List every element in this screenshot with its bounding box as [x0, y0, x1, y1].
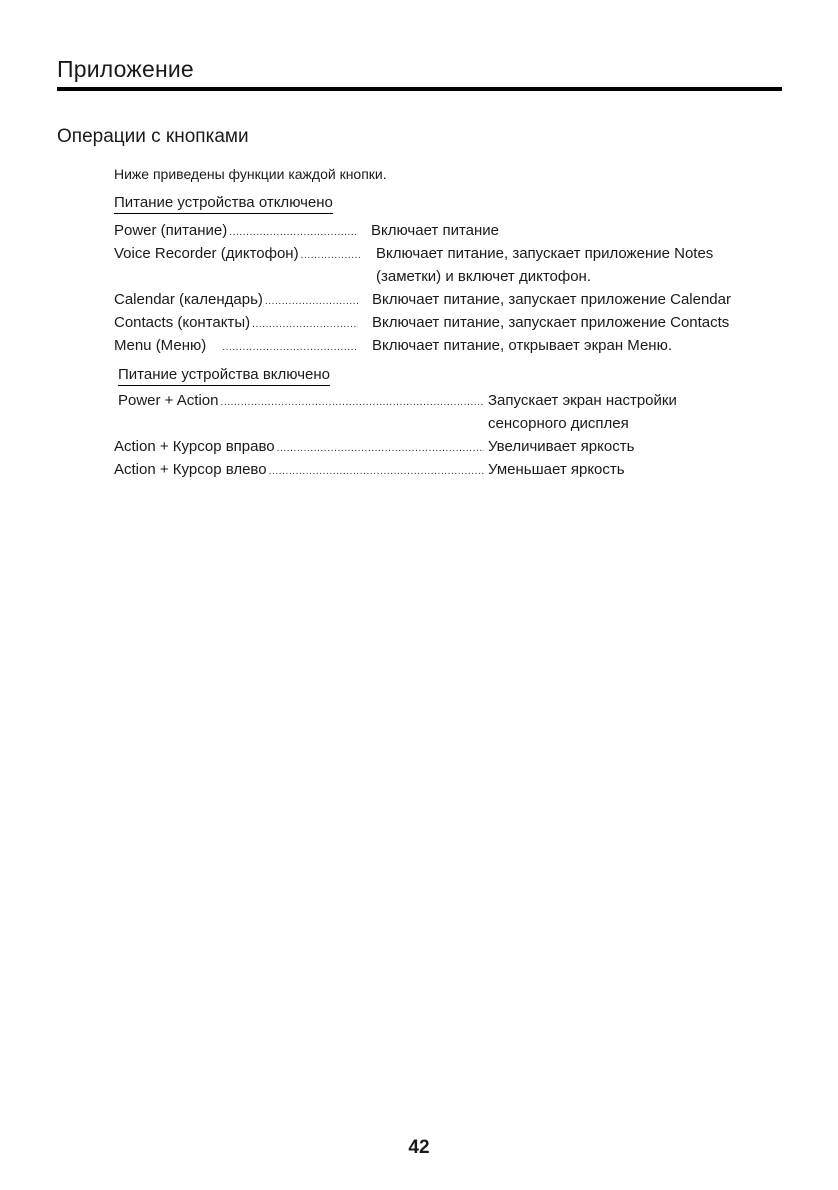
row-key-label: Calendar (календарь) — [114, 291, 263, 308]
row-key — [118, 389, 484, 414]
power-on-row — [114, 435, 784, 458]
row-key-label: Power + Action — [118, 392, 219, 409]
power-off-row — [114, 311, 784, 334]
row-key-label: Action + Курсор влево — [114, 461, 267, 478]
row-description-line: Включает питание, запускает приложение Calendar — [372, 291, 731, 308]
row-key-label: Voice Recorder (диктофон) — [114, 245, 299, 262]
row-description — [376, 242, 713, 288]
row-key-label: Menu (Меню) — [114, 337, 207, 354]
row-description-line: Уменьшает яркость — [488, 461, 625, 478]
dot-leader — [252, 313, 358, 336]
intro-text: Ниже приведены функции каждой кнопки. — [114, 166, 387, 182]
row-key-label: Power (питание) — [114, 222, 228, 239]
row-description — [371, 219, 499, 242]
power-off-row — [114, 334, 784, 357]
page-header-title: Приложение — [57, 56, 194, 82]
power-on-row — [118, 389, 784, 435]
page-number: 42 — [408, 1137, 430, 1158]
row-key — [114, 435, 484, 460]
row-description-line: (заметки) и включет диктофон. — [376, 268, 592, 285]
row-description-line: Включает питание, запускает приложение Contacts — [372, 314, 730, 331]
power-off-row — [114, 219, 784, 242]
dot-leader — [277, 437, 484, 460]
row-key — [114, 288, 358, 313]
power-on-row — [114, 458, 784, 481]
row-description — [488, 389, 677, 435]
row-description-line: Включает питание, открывает экран Меню. — [372, 337, 672, 354]
row-description — [488, 458, 625, 481]
dot-leader — [265, 290, 358, 313]
dot-leader — [301, 244, 360, 267]
row-description-line: Включает питание — [371, 222, 499, 239]
header-rule — [57, 87, 782, 91]
power-on-heading: Питание устройства включено — [118, 366, 330, 386]
dot-leader — [220, 391, 484, 414]
row-key — [114, 242, 360, 267]
row-description-line: сенсорного дисплея — [488, 415, 629, 432]
dot-leader — [229, 221, 358, 244]
row-key — [114, 334, 358, 359]
dot-leader — [222, 336, 358, 359]
row-key-label: Contacts (контакты) — [114, 314, 251, 331]
row-key-label: Action + Курсор вправо — [114, 438, 275, 455]
row-description — [372, 311, 729, 334]
power-off-row — [114, 242, 784, 288]
row-description-line: Увеличивает яркость — [488, 438, 635, 455]
row-description — [488, 435, 634, 458]
row-key — [114, 311, 358, 336]
dot-leader — [269, 460, 484, 483]
row-description — [372, 288, 731, 311]
row-key — [114, 219, 358, 244]
row-description-line: Включает питание, запускает приложение Notes — [376, 245, 714, 262]
power-off-row — [114, 288, 784, 311]
row-description-line: Запускает экран настройки — [488, 392, 677, 409]
row-description — [372, 334, 672, 357]
power-off-heading: Питание устройства отключено — [114, 194, 333, 214]
section-title: Операции с кнопками — [57, 126, 249, 147]
row-key — [114, 458, 484, 483]
